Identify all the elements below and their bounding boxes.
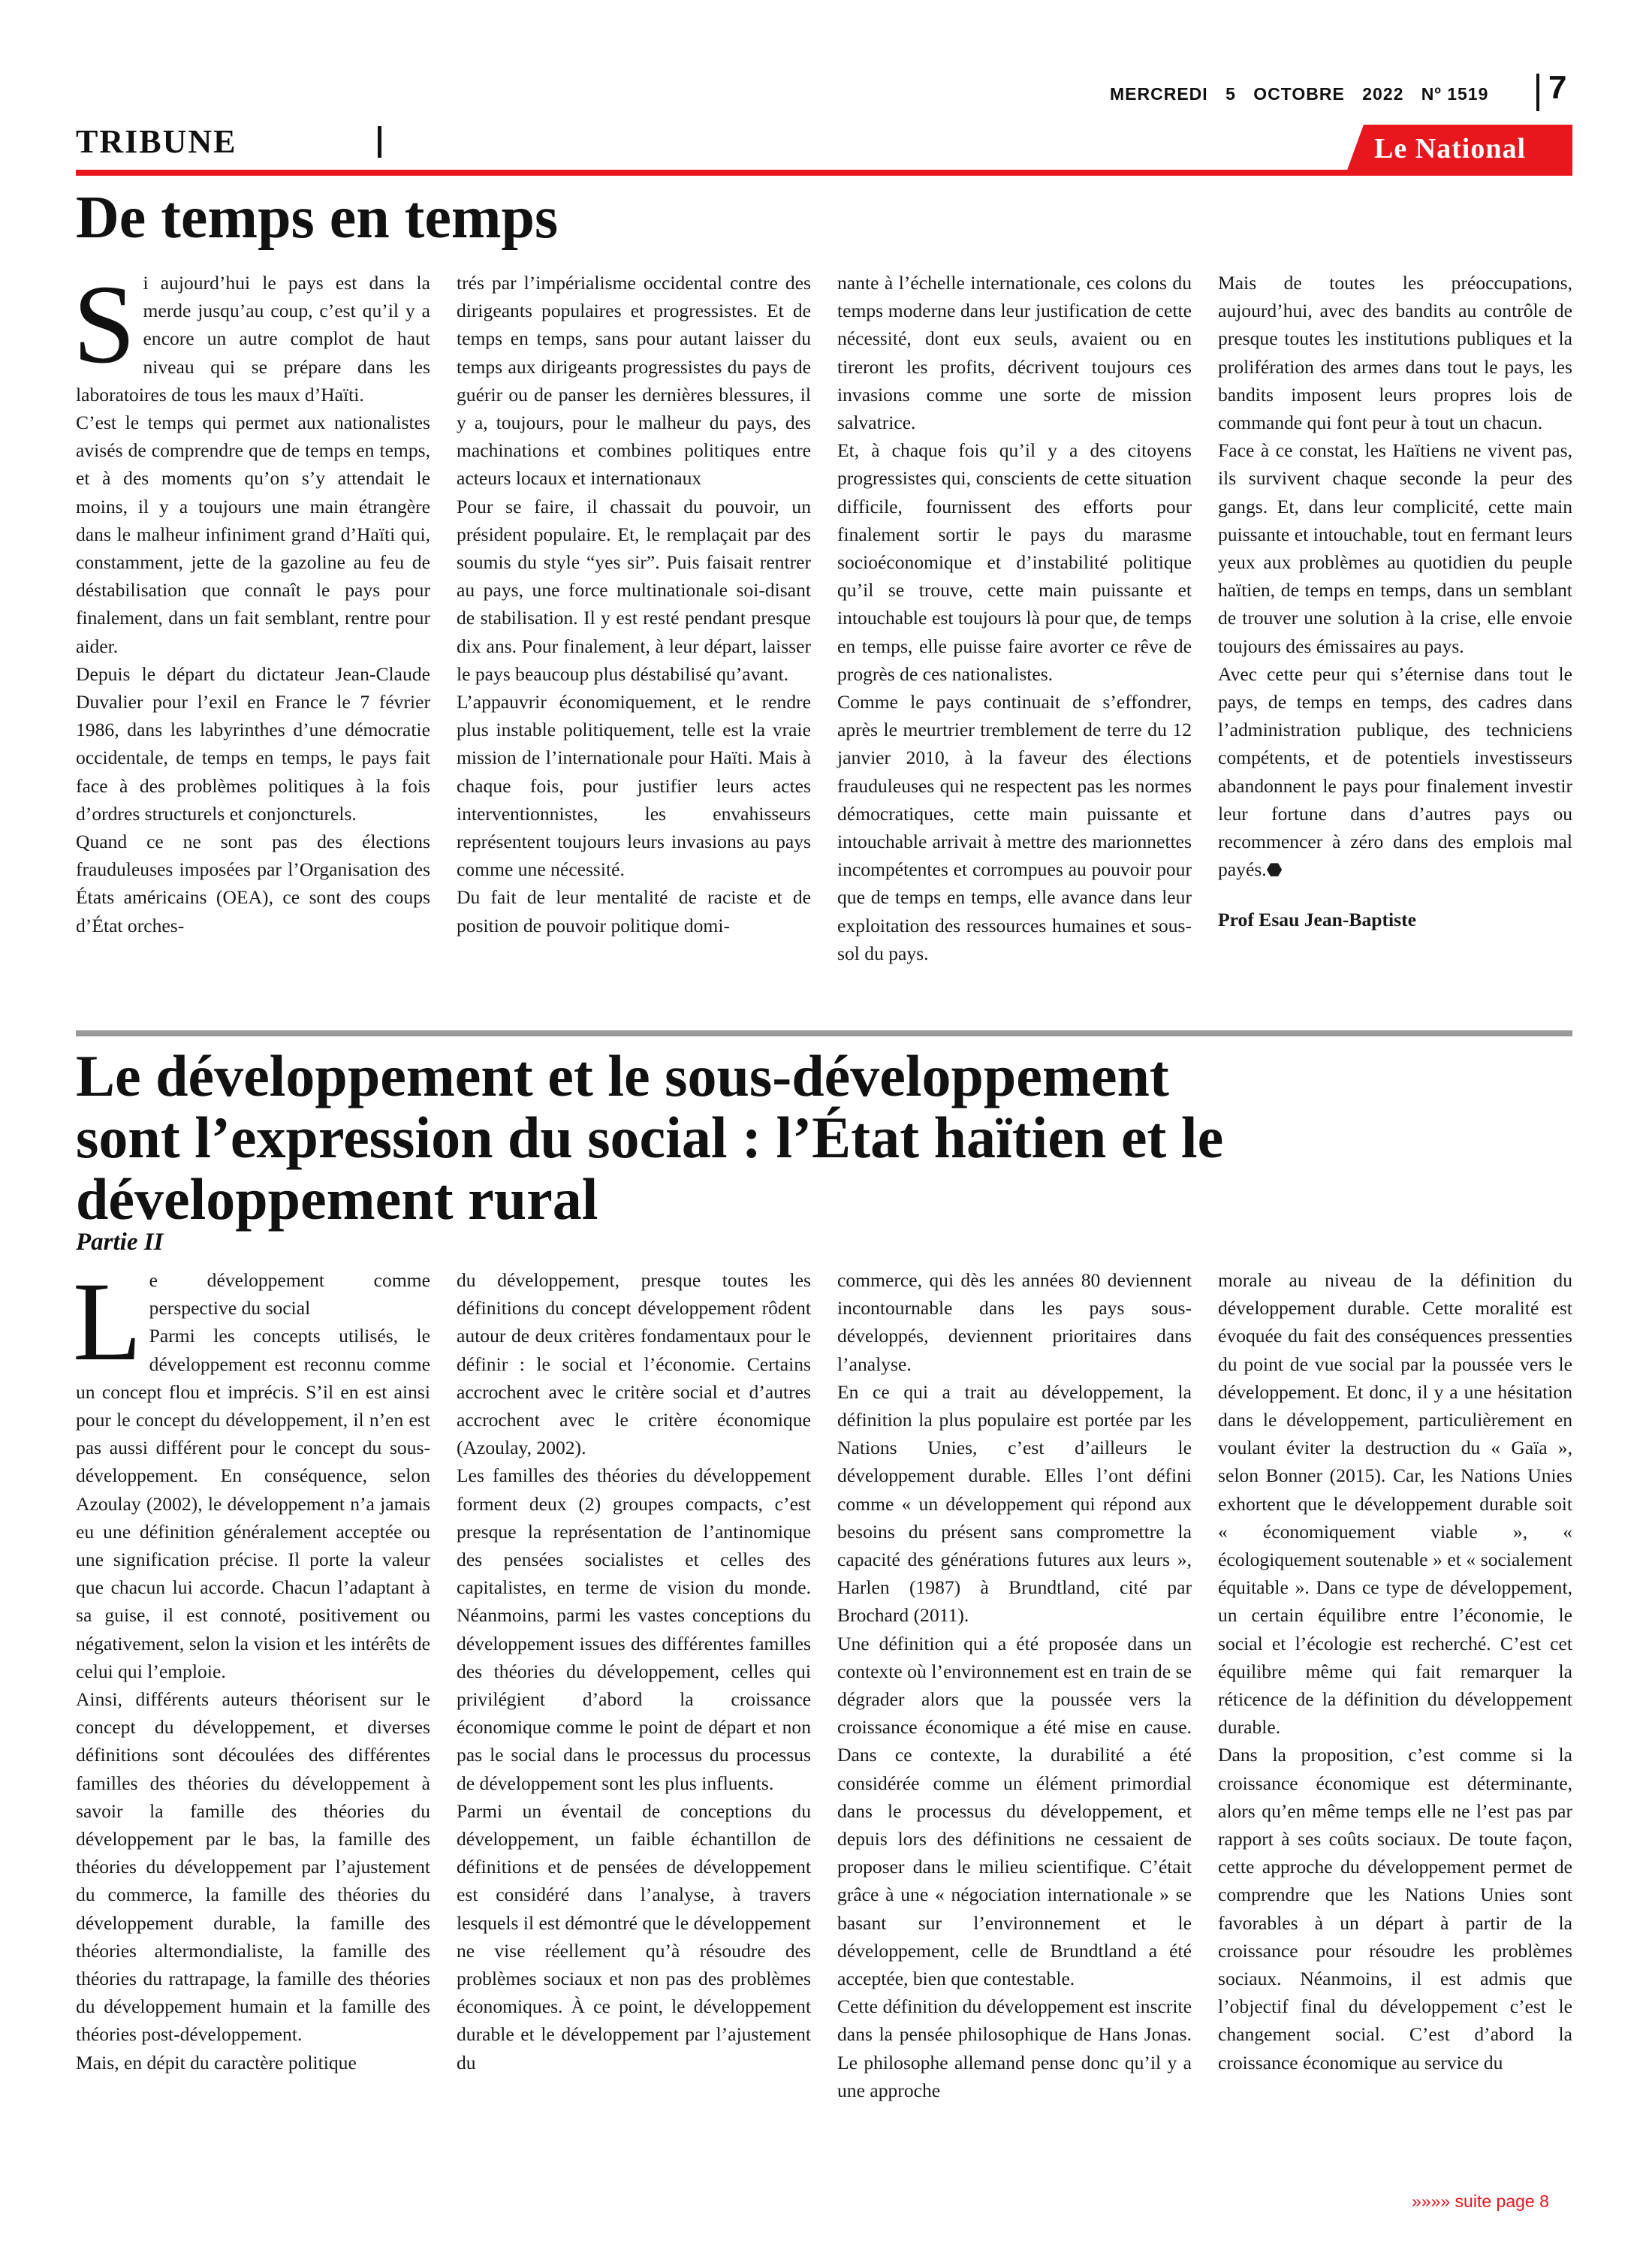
article1-paragraph: Mais de toutes les préoccupations, aujourd’hui, avec des bandits au contrôle de presque toutes les institutions publiques et la prolifération des armes dans tout le pays, les bandits imposent leurs propres lois de commande qui font peur à tout un chacun.: [1218, 272, 1572, 434]
article1-paragraph: Si aujourd’hui le pays est dans la merde jusqu’au coup, c’est qu’il y a encore un autre complot de haut niveau qui se prépare dans les laboratoires de tous les maux d’Haïti.: [73, 262, 430, 406]
article2-paragraph: Le développement comme perspective du social: [73, 1259, 430, 1384]
article2-paragraph: commerce, qui dès les années 80 deviennent incontournable dans les pays sous-développés, deviennent prioritaires dans l’analyse.: [837, 1269, 1192, 1375]
page-number: 7: [1548, 69, 1567, 106]
article1-paragraph: Quand ce ne sont pas des élections frauduleuses imposées par l’Organisation des États américains (OEA), ce sont des coups d’État orches-: [76, 831, 430, 936]
article1-column-4: [1218, 269, 1572, 934]
article1-paragraph: nante à l’échelle internationale, ces colons du temps moderne dans leur justification de cette nécessité, dont eux seuls, avaient ou en tireront les profits, décrivent toujours ces invasions comme une sorte de mission salvatrice.: [837, 272, 1192, 434]
article2-dropcap: L: [73, 1259, 142, 1384]
page-number-divider: [1536, 74, 1539, 111]
article2-title-line: sont l’expression du social : l’État haïtien et le: [76, 1105, 1224, 1170]
article2-paragraph: Une définition qui a été proposée dans un contexte où l’environnement est en train de se dégrader alors que la poussée vers la croissance économique a été mise en cause. Dans ce contexte, la durabilité a été considérée comme un élément primordial dans le processus du développement, et depuis lors des définitions ne cessaient de proposer dans le milieu scientifique. C’était grâce à une « négociation internationale » se basant sur l’environnement et le développement, celle de Brundtland a été acceptée, bien que contestable.: [837, 1632, 1192, 1990]
article2-paragraph: Ainsi, différents auteurs théorisent sur le concept du développement, et diverses définitions sont découlées des différentes familles des théories du développement à savoir la famille des théories du développement par le bas, la famille des théories du développement par l’ajustement du commerce, la famille des théories du développement durable, la famille des théories altermondialiste, la famille des théories du rattrapage, la famille des théories du développement humain et la famille des théories post-développement.: [76, 1688, 430, 2046]
article2-paragraph: Les familles des théories du développement forment deux (2) groupes compacts, c’est presque la représentation de l’antinomique des pensées socialistes et celles des capitalistes, en terme de vision du monde. Néanmoins, parmi les vastes conceptions du développement issues des différentes familles des théories du développement, celles qui privilégient d’abord la croissance économique comme le point de départ et non pas le social dans le processus du processus de développement sont les plus influents.: [457, 1464, 811, 1794]
section-label: TRIBUNE: [76, 123, 237, 160]
header-rule: [76, 170, 1572, 176]
article1-column-1: [73, 262, 430, 940]
article2-paragraph: Dans la proposition, c’est comme si la croissance économique est déterminante, alors qu’en même temps elle ne l’est pas par rapport à ses coûts sociaux. De toute façon, cette approche du développement permet de comprendre que les Nations Unies sont favorables à un départ à partir de la croissance pour résoudre les problèmes sociaux. Néanmoins, il est admis que l’objectif final du développement c’est le changement social. C’est d’abord la croissance économique au service du: [1218, 1744, 1572, 2074]
article1-paragraph: Pour se faire, il chassait du pouvoir, un président populaire. Et, le remplaçait par des soumis du style “yes sir”. Puis faisait rentrer au pays, une force multinationale soi-disant de stabilisation. Il y est resté pendant presque dix ans. Pour finalement, à leur départ, laisser le pays beaucoup plus déstabilisé qu’avant.: [457, 495, 811, 685]
article2-paragraph: du développement, presque toutes les définitions du concept développement rôdent autour de deux critères fondamentaux pour le définir : le social et l’économie. Certains accrochent avec le critère social et d’autres accrochent avec le critère économique (Azoulay, 2002).: [457, 1269, 811, 1459]
article1-paragraph: Comme le pays continuait de s’effondrer, après le meurtrier tremblement de terre du 12 janvier 2010, à la faveur des élections frauduleuses qui ne respectent pas les normes démocratiques, cette main puissante et intouchable arrivait à mettre des marionnettes incompétentes et corrompues au pouvoir pour que de temps en temps, elle avance dans leur exploitation des ressources humaines et sous-sol du pays.: [837, 691, 1192, 964]
masthead-name: Le National: [1374, 133, 1527, 164]
date-month: OCTOBRE: [1253, 84, 1345, 104]
article2-paragraph: morale au niveau de la définition du développement durable. Cette moralité est évoquée du fait des conséquences pressenties du point de vue social par la poussée vers le développement. Et donc, il y a une hésitation dans le développement, particulièrement en voulant éviter la destruction du « Gaïa », selon Bonner (2015). Car, les Nations Unies exhortent que le développement durable soit « économiquement viable », « écologiquement soutenable » et « socialement équitable ». Dans ce type de développement, un certain équilibre entre l’économie, le social et l’écologie est recherché. C’est cet équilibre même qui fait remarquer la réticence de la définition du développement durable.: [1218, 1269, 1572, 1739]
article1-paragraph: Du fait de leur mentalité de raciste et de position de pouvoir politique domi-: [457, 886, 811, 936]
section-divider-bar: [378, 126, 381, 158]
article1-paragraph: Et, à chaque fois qu’il y a des citoyens progressistes qui, conscients de cette situation difficile, fournissent des efforts pour finalement sortir le pays du marasme socioéconomique et d’instabilité politique qu’il se trouve, cette main puissante et intouchable est toujours là pour que, de temps en temps, elle puisse faire avorter ce rêve de progrès de ces nationalistes.: [837, 439, 1192, 685]
article2-paragraph: En ce qui a trait au développement, la définition la plus populaire est portée par les Nations Unies, c’est d’ailleurs le développement durable. Elles l’ont défini comme « un développement qui répond aux besoins du présent sans compromettre la capacité des générations futures aux leurs », Harlen (1987) à Brundtland, cité par Brochard (2011).: [837, 1380, 1192, 1627]
article1-column-3: [837, 269, 1192, 967]
article2-column-4: [1218, 1266, 1572, 2077]
article1-title: De temps en temps: [76, 185, 559, 251]
article1-paragraph: Avec cette peur qui s’éternise dans tout le pays, de temps en temps, des cadres dans l’administration publique, des techniciens compétents, et de potentiels investisseurs abandonnent le pays pour finalement investir leur fortune dans d’autres pays ou recommencer à zéro dans des emplois mal payés.⬣: [1218, 662, 1572, 881]
article2-title-line: développement rural: [76, 1166, 598, 1232]
issue-number: Nº 1519: [1421, 84, 1489, 104]
article1-paragraph: C’est le temps qui permet aux nationalistes avisés de comprendre que de temps en temps, et à des moments qu’on s’y attendait le moins, il y a toujours une main étrangère dans le malheur infiniment grand d’Haïti qui, constamment, jette de la gazoline au feu de déstabilisation que connaît le pays pour finalement, dans un fait semblant, rentre pour aider.: [76, 412, 430, 657]
article2-column-2: [457, 1266, 811, 2077]
article1-paragraph: Face à ce constat, les Haïtiens ne vivent pas, ils survivent chaque seconde la peur des gangs. Et, dans leur complicité, cette main puissante et intouchable, tout en fermant leurs yeux aux problèmes au quotidien du peuple haïtien, de temps en temps, dans un semblant de trouver une solution à la crise, elle envoie toujours des émissaires au pays.: [1218, 439, 1572, 657]
end-mark-icon: ⬣: [1266, 861, 1283, 881]
article1-paragraph: Depuis le départ du dictateur Jean-Claude Duvalier pour l’exil en France le 7 février 1986, dans les labyrinthes d’une démocratie occidentale, de temps en temps, le pays fait face à des problèmes politiques à la fois d’ordres structurels et conjoncturels.: [76, 662, 430, 825]
date-day: 5: [1225, 84, 1236, 104]
article2-paragraph: Cette définition du développement est inscrite dans la pensée philosophique de Hans Jonas. Le philosophe allemand pense donc qu’il y a une approche: [837, 1995, 1192, 2101]
article2-column-1: [73, 1259, 430, 2077]
article1-author: Prof Esau Jean-Baptiste: [1218, 909, 1416, 931]
continuation-link[interactable]: »»»» suite page 8: [1412, 2191, 1549, 2211]
article1-paragraph: trés par l’impérialisme occidental contre des dirigeants populaires et progressistes. Et de temps en temps, sans pour autant laisser du temps aux dirigeants progressistes du pays de guérir ou de panser les dernières blessures, il y a, toujours, pour le malheur du pays, des machinations et combines politiques entre acteurs locaux et internationaux: [457, 272, 811, 490]
dateline: [1110, 84, 1515, 104]
article1-paragraph: L’appauvrir économiquement, et le rendre plus instable politiquement, telle est la vraie mission de l’internationale pour Haïti. Mais à chaque fois, pour justifier leurs actes interventionnistes, les envahisseurs représentent toujours leurs invasions au pays comme une nécessité.: [457, 691, 811, 881]
article2-paragraph: Mais, en dépit du caractère politique: [76, 2051, 357, 2074]
article2-paragraph: Parmi un éventail de conceptions du développement, un faible échantillon de définitions et de pensées de développement est considéré dans l’analyse, à travers lesquels il est démontré que le développement ne vise réellement qu’à résoudre des problèmes sociaux et non pas des problèmes économiques. À ce point, le développement durable et le développement par l’ajustement du: [457, 1799, 811, 2074]
article2-paragraph: Parmi les concepts utilisés, le développement est reconnu comme un concept flou et imprécis. S’il en est ainsi pour le concept du développement, il n’en est pas aussi différent pour le concept du sous-développement. En conséquence, selon Azoulay (2002), le développement n’a jamais eu une définition généralement acceptée ou une signification précise. Il porte la valeur que chacun lui accorde. Chacun l’adaptant à sa guise, il est connoté, positivement ou négativement, selon la vision et les intérêts de celui qui l’emploie.: [76, 1325, 430, 1682]
article2-subtitle: Partie II: [76, 1229, 164, 1256]
article1-column-2: [457, 269, 811, 940]
article-divider: [76, 1030, 1572, 1036]
article2-column-3: [837, 1266, 1192, 2104]
article1-dropcap: S: [73, 262, 136, 387]
article2-title: [76, 1045, 1503, 1230]
date-weekday: MERCREDI: [1110, 84, 1208, 104]
article2-title-line: Le développement et le sous-développement: [76, 1043, 1169, 1108]
date-year: 2022: [1362, 84, 1404, 104]
